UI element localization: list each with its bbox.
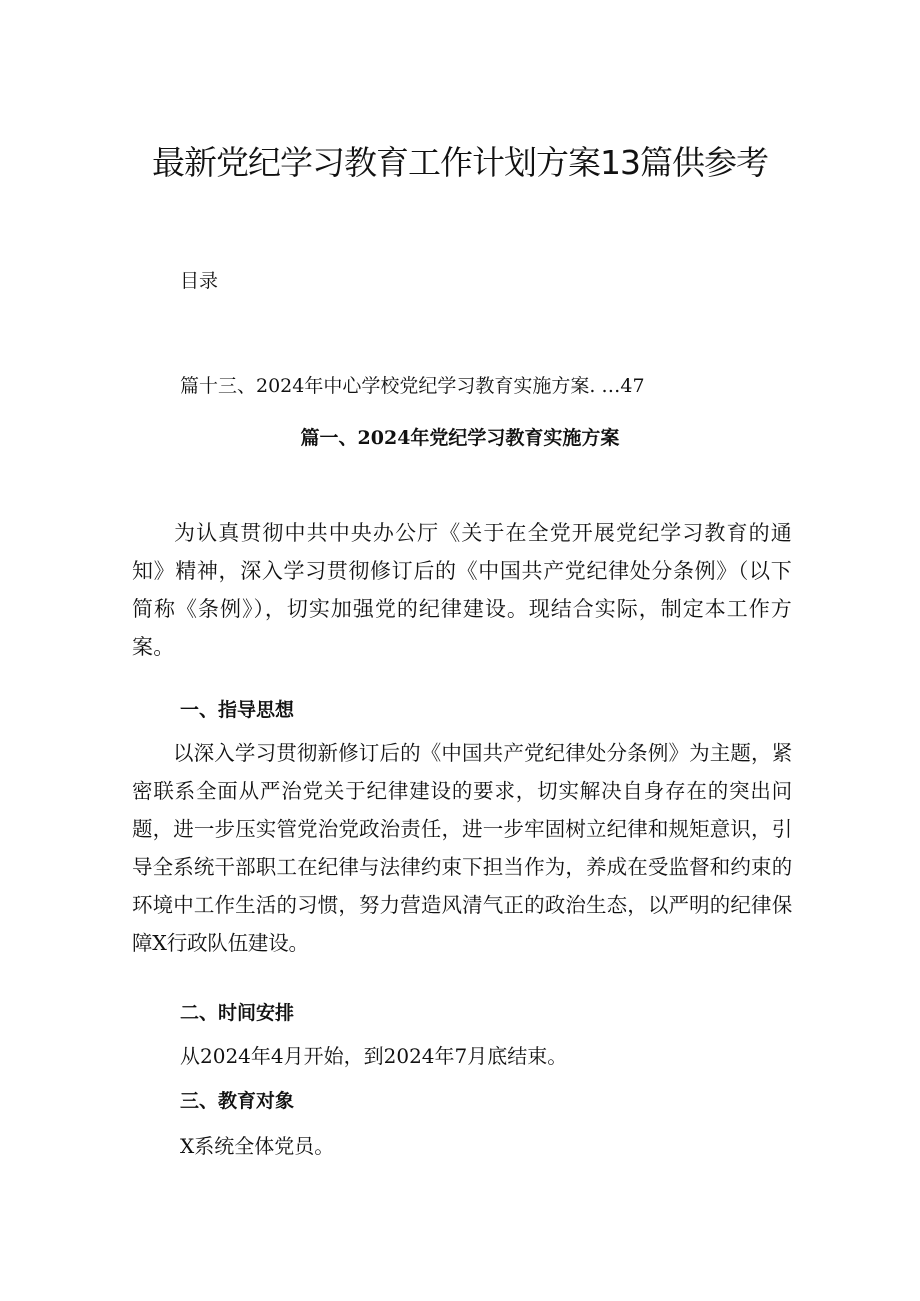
- schedule-text: 从2024年4月开始，到2024年7月底结束。: [180, 1044, 568, 1068]
- intro-paragraph: 为认真贯彻中共中央办公厅《关于在全党开展党纪学习教育的通知》精神，深入学习贯彻修订后的《中国共产党纪律处分条例》（以下简称《条例》），切实加强党的纪律建设。现结合实际，制定本工作方案。: [132, 521, 792, 659]
- toc-entry: 篇十三、2024年中心学校党纪学习教育实施方案. …47: [180, 375, 645, 397]
- document-title: 最新党纪学习教育工作计划方案13篇供参考: [152, 143, 768, 182]
- heading-guiding-ideology: 一、指导思想: [180, 699, 295, 721]
- guiding-ideology-paragraph: 以深入学习贯彻新修订后的《中国共产党纪律处分条例》为主题，紧密联系全面从严治党关于纪律建设的要求，切实解决自身存在的突出问题，进一步压实管党治党政治责任，进一步牢固树立纪律和规矩意识，引导全系统干部职工在纪律与法律约束下担当作为，养成在受监督和约束的环境中工作生活的习惯，努力营造风清气正的政治生态，以严明的纪律保障X行政队伍建设。: [132, 741, 792, 955]
- section-title: 篇一、2024年党纪学习教育实施方案: [300, 427, 620, 449]
- toc-label: 目录: [180, 270, 219, 292]
- heading-target-audience: 三、教育对象: [180, 1090, 295, 1112]
- target-audience-text: X系统全体党员。: [180, 1134, 335, 1158]
- heading-schedule: 二、时间安排: [180, 1002, 295, 1024]
